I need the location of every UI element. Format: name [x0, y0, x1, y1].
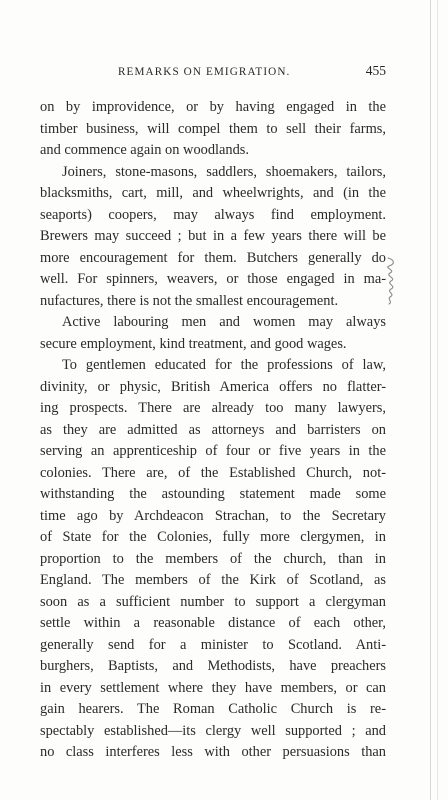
body-text: [40, 97, 386, 764]
text-line: withstanding the astounding statement made some: [40, 486, 386, 502]
running-title: REMARKS ON EMIGRATION.: [118, 66, 291, 78]
text-line: proportion to the members of the church, than in: [40, 550, 386, 567]
text-line: To gentlemen educated for the professions of law,: [62, 357, 386, 373]
text-line: burghers, Baptists, and Methodists, have preachers: [40, 658, 386, 674]
text-line: well. For spinners, weavers, or those engaged in ma-: [40, 271, 386, 287]
pencil-squiggle-mark: [385, 256, 399, 306]
text-line: on by improvidence, or by having engaged in the: [40, 99, 386, 115]
page-number: 455: [365, 63, 386, 78]
page-header: [40, 62, 386, 82]
text-line: timber business, will compel them to sell their farms,: [40, 120, 386, 137]
paragraph-3: [40, 312, 386, 355]
text-line: and commence again on woodlands.: [40, 142, 250, 158]
text-line: as they are admitted as attorneys and barristers on: [40, 421, 386, 438]
text-line: time ago by Archdeacon Strachan, to the Secretary: [40, 507, 386, 524]
text-line: no class interferes less with other persuasions than: [40, 744, 386, 760]
text-line: divinity, or physic, British America offers no flatter-: [40, 378, 386, 395]
text-line: soon as a sufficient number to support a clergyman: [40, 593, 386, 610]
text-line: blacksmiths, cart, mill, and wheelwrights, and (in the: [40, 185, 386, 201]
text-line: Active labouring men and women may always: [62, 314, 386, 330]
text-line: in every settlement where they have members, or can: [40, 679, 386, 696]
text-line: of State for the Colonies, fully more clergymen, in: [40, 529, 386, 545]
paragraph-2: [40, 162, 386, 313]
text-line: more encouragement for them. Butchers generally do: [40, 249, 386, 266]
text-line: colonies. There are, of the Established Church, not-: [40, 464, 386, 481]
text-line: Brewers may succeed ; but in a few years there will be: [40, 228, 386, 244]
text-line: secure employment, kind treatment, and good wages.: [40, 335, 347, 352]
paragraph-1: [40, 97, 386, 162]
text-line: generally send for a minister to Scotland. Anti-: [40, 636, 386, 653]
paragraph-4: [40, 355, 386, 764]
text-line: serving an apprenticeship of four or five years in the: [40, 443, 386, 459]
text-line: nufactures, there is not the smallest encouragement.: [40, 292, 339, 309]
text-line: spectably established—its clergy well supported ; and: [40, 722, 386, 739]
page-edge: [430, 0, 448, 800]
text-line: settle within a reasonable distance of each other,: [40, 615, 386, 631]
text-line: Joiners, stone-masons, saddlers, shoemakers, tailors,: [62, 163, 386, 180]
text-line: gain hearers. The Roman Catholic Church is re-: [40, 701, 386, 717]
text-line: England. The members of the Kirk of Scotland, as: [40, 572, 386, 588]
text-line: seaports) coopers, may always find employment.: [40, 206, 386, 223]
text-line: ing prospects. There are already too many lawyers,: [40, 400, 386, 416]
